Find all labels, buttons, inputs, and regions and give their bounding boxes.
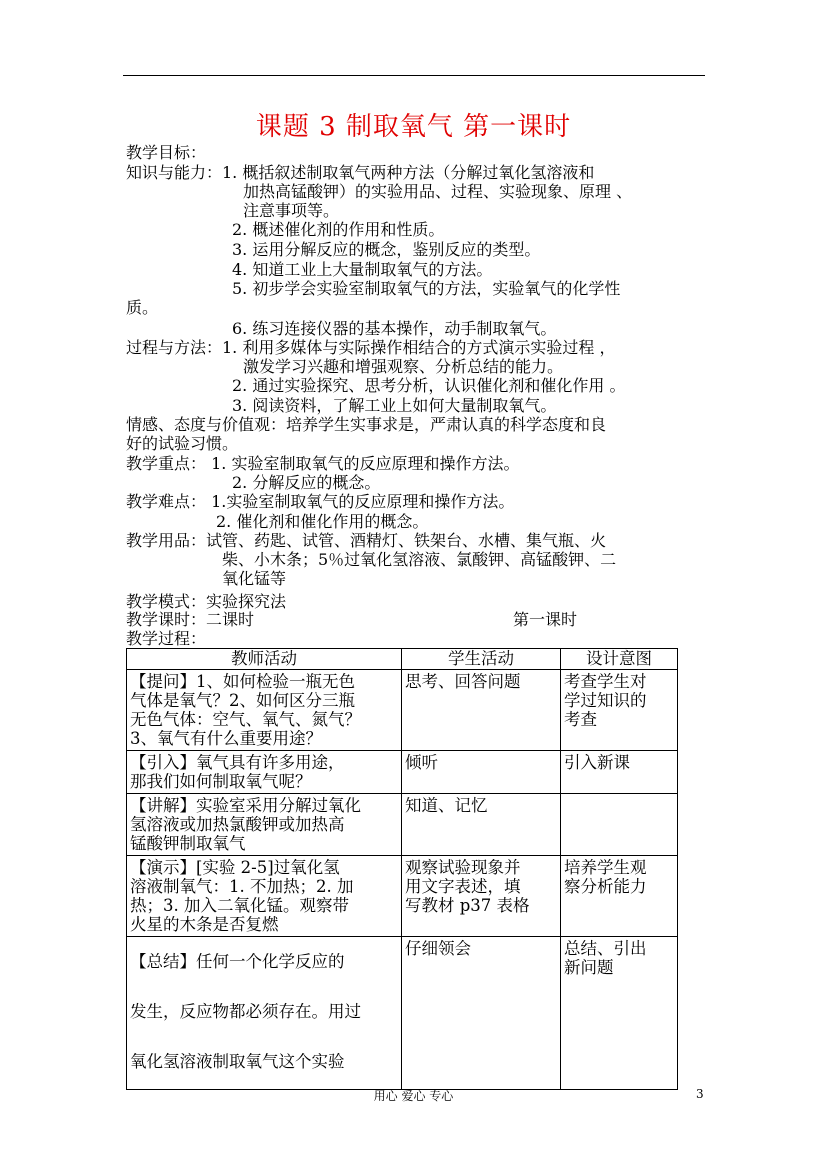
intent-cell: [561, 670, 678, 751]
cell-text: 引入新课: [564, 753, 630, 772]
first-lesson-label: 第一课时: [513, 610, 578, 629]
header-student-activity: 学生活动: [402, 649, 561, 670]
footer-motto: 用心 爱心 专心: [373, 1089, 454, 1103]
teacher-cell: [127, 670, 402, 751]
objectives-heading: 教学目标：: [126, 143, 207, 162]
cell-text: 【讲解】实验室采用分解过氧化 氢溶液或加热氯酸钾或加热高 锰酸钾制取氧气: [130, 796, 361, 853]
cell-text: 考查学生对 学过知识的 考查: [564, 672, 647, 729]
cell-text: 倾听: [405, 753, 438, 772]
knowledge-item-6: 6. 练习连接仪器的基本操作，动手制取氧气。: [232, 319, 557, 338]
teaching-process-table: [126, 648, 678, 1090]
teaching-hours: 教学课时：二课时: [126, 610, 255, 629]
teaching-process-heading: 教学过程：: [126, 629, 207, 648]
knowledge-item-3: 3. 运用分解反应的概念，鉴别反应的类型。: [232, 240, 541, 259]
table-row: [127, 856, 678, 937]
student-cell: [402, 670, 561, 751]
student-cell: [402, 794, 561, 856]
cell-text: 【提问】1、如何检验一瓶无色 气体是氧气？2、如何区分三瓶 无色气体：空气、氧气、氮气？ 3、氧气有什么重要用途？: [130, 672, 361, 748]
cell-text: 培养学生观 察分析能力: [564, 858, 647, 896]
header-design-intent: 设计意图: [561, 649, 678, 670]
header-teacher-activity: 教师活动: [127, 649, 402, 670]
knowledge-line-1: 知识与能力：1. 概括叙述制取氧气两种方法（分解过氧化氢溶液和: [126, 163, 595, 182]
attitude-line-1: 情感、态度与价值观：培养学生实事求是，严肃认真的科学态度和良: [126, 415, 607, 434]
page-number: 3: [696, 1087, 704, 1101]
teaching-mode: 教学模式：实验探究法: [126, 592, 287, 611]
difficulties-line-1: 教学难点： 1.实验室制取氧气的反应原理和操作方法。: [126, 492, 515, 511]
cell-text: 【演示】[实验 2-5]过氧化氢 溶液制氧气：1. 不加热；2. 加 热；3. 加入二氧化锰。观察带 火星的木条是否复燃: [130, 858, 354, 934]
knowledge-item-5-cont: 质。: [126, 298, 159, 317]
key-points-line-2: 2. 分解反应的概念。: [232, 473, 381, 492]
teacher-cell: [127, 794, 402, 856]
key-points-line-1: 教学重点： 1. 实验室制取氧气的反应原理和操作方法。: [126, 454, 520, 473]
process-line-1: 过程与方法：1. 利用多媒体与实际操作相结合的方式演示实验过程 ，: [126, 338, 616, 357]
cell-text: 【总结】任何一个化学反应的 发生，反应物都必须存在。用过 氧化氢溶液制取氧气这个实验: [130, 952, 361, 1071]
intent-cell: [561, 856, 678, 937]
intent-cell: [561, 937, 678, 1090]
cell-text: 【引入】氧气具有许多用途， 那我们如何制取氧气呢？: [130, 753, 345, 791]
student-cell: [402, 751, 561, 794]
intent-cell: [561, 794, 678, 856]
student-cell: [402, 937, 561, 1090]
header-rule: [123, 75, 705, 76]
materials-line-2: 柴、小木条；5％过氧化氢溶液、氯酸钾、高锰酸钾、二: [222, 550, 617, 569]
teacher-cell: [127, 856, 402, 937]
attitude-line-2: 好的试验习惯。: [126, 434, 239, 453]
cell-text: 总结、引出 新问题: [564, 939, 647, 977]
materials-line-1: 教学用品：试管、药匙、试管、酒精灯、铁架台、水槽、集气瓶、火: [126, 531, 607, 550]
knowledge-line-3: 注意事项等。: [243, 201, 340, 220]
cell-text: 知道、记忆: [405, 796, 488, 815]
materials-line-3: 氧化锰等: [222, 569, 287, 588]
table-row: [127, 937, 678, 1090]
table-row: [127, 751, 678, 794]
cell-text: 观察试验现象并 用文字表述，填 写教材 p37 表格: [405, 858, 530, 915]
cell-text: 仔细领会: [405, 939, 471, 958]
intent-cell: [561, 751, 678, 794]
table-row: [127, 670, 678, 751]
teacher-cell: [127, 937, 402, 1090]
knowledge-item-5: 5. 初步学会实验室制取氧气的方法，实验氧气的化学性: [232, 279, 621, 298]
cell-text: 思考、回答问题: [405, 672, 521, 691]
knowledge-item-4: 4. 知道工业上大量制取氧气的方法。: [232, 260, 493, 279]
table-header-row: [127, 649, 678, 670]
difficulties-line-2: 2. 催化剂和催化作用的概念。: [216, 512, 429, 531]
knowledge-item-2: 2. 概述催化剂的作用和性质。: [232, 220, 445, 239]
knowledge-line-2: 加热高锰酸钾）的实验用品、过程、实验现象、原理 、: [243, 182, 633, 201]
process-line-2: 激发学习兴趣和增强观察、分析总结的能力。: [243, 357, 564, 376]
teacher-cell: [127, 751, 402, 794]
page-title: 课题 3 制取氧气 第一课时: [255, 112, 572, 142]
student-cell: [402, 856, 561, 937]
process-item-3: 3. 阅读资料，了解工业上如何大量制取氧气。: [232, 396, 557, 415]
process-item-2: 2. 通过实验探究、思考分析，认识催化剂和催化作用 。: [232, 376, 626, 395]
table-row: [127, 794, 678, 856]
